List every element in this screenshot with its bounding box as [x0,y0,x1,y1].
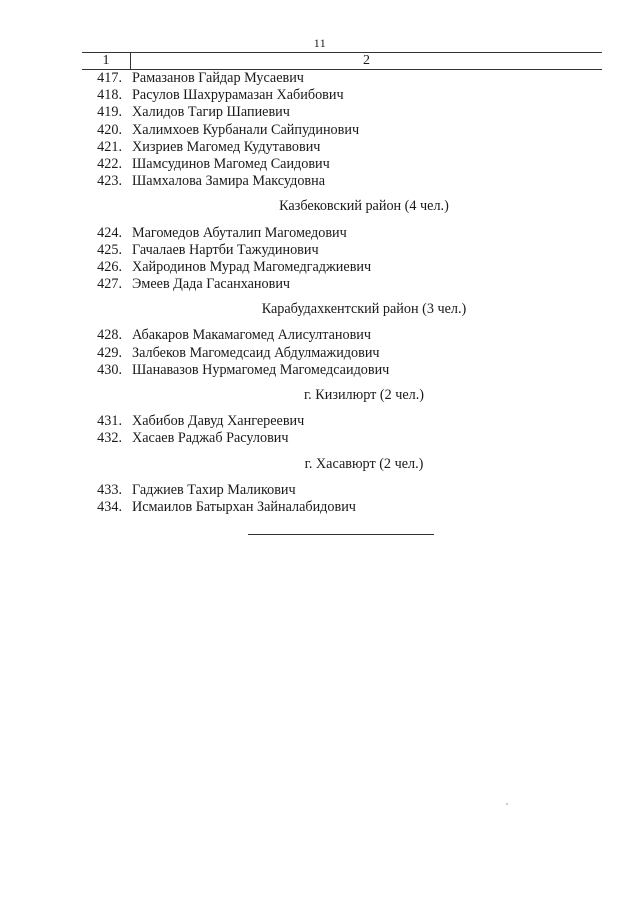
entry-number: 419. [97,104,122,121]
end-divider [248,534,434,535]
entry-name: Халидов Тагир Шапиевич [132,104,290,121]
list-item [82,104,602,121]
entry-name: Расулов Шахрурамазан Хабибович [132,87,344,104]
entry-number: 430. [97,361,122,378]
entry-number: 421. [97,138,122,155]
entry-number: 422. [97,155,122,172]
list-item [82,499,602,516]
entry-name: Хизриев Магомед Кудутавович [132,138,321,155]
entry-number: 434. [97,498,122,515]
entry-name: Исмаилов Батырхан Зайналабидович [132,498,356,515]
list-item [82,156,602,173]
entry-name: Магомедов Абуталип Магомедович [132,224,347,241]
entry-name: Гачалаев Нартби Тажудинович [132,241,319,258]
list-item [82,430,602,447]
entry-name: Хайродинов Мурад Магомедгаджиевич [132,258,372,275]
list-item [82,327,602,344]
section-heading: г. Кизилюрт (2 чел.) [303,387,425,403]
list-item [82,413,602,430]
entry-number: 417. [97,70,122,86]
list-item [82,70,602,87]
entry-number: 425. [97,241,122,258]
entry-number: 420. [97,121,122,138]
section-heading: г. Хасавюрт (2 чел.) [304,455,424,472]
name-list [82,70,602,516]
entry-number: 428. [97,327,122,344]
entry-name: Рамазанов Гайдар Мусаевич [132,70,304,86]
list-item [82,242,602,259]
scan-speck [506,803,508,805]
list-item [82,173,602,190]
column-name-header: 2 [363,53,370,68]
list-item [82,87,602,104]
list-item [82,259,602,276]
section-heading: Карабудахкентский район (3 чел.) [261,301,467,318]
entry-name: Шамхалова Замира Максудовна [132,173,326,190]
entry-number: 424. [97,224,122,241]
entry-number: 431. [97,413,122,430]
entry-name: Шамсудинов Магомед Саидович [132,155,330,172]
entry-name: Халимхоев Курбанали Сайпудинович [132,121,360,138]
entry-number: 426. [97,258,122,275]
list-item [82,225,602,242]
entry-number: 423. [97,173,122,190]
entry-name: Залбеков Магомедсаид Абдулмажидович [132,344,380,361]
list-item [82,139,602,156]
list-item [82,122,602,139]
entry-number: 429. [97,344,122,361]
list-item [82,362,602,379]
entry-name: Шанавазов Нурмагомед Магомедсаидович [132,361,390,378]
column-number-header: 1 [82,53,131,69]
entry-number: 418. [97,87,122,104]
list-item [82,482,602,499]
entry-name: Эмеев Дада Гасанханович [132,276,291,293]
entry-name: Гаджиев Тахир Маликович [132,481,296,498]
section-heading: Казбековский район (4 чел.) [279,198,449,215]
entry-name: Абакаров Макамагомед Алисултанович [132,327,372,344]
entry-number: 433. [97,481,122,498]
entry-name: Хасаев Раджаб Расулович [132,430,289,447]
entry-number: 432. [97,430,122,447]
entry-name: Хабибов Давуд Хангереевич [132,413,305,430]
list-item [82,345,602,362]
list-item [82,276,602,293]
page-number: 11 [313,36,327,50]
entry-number: 427. [97,276,122,293]
table-header [82,52,602,70]
